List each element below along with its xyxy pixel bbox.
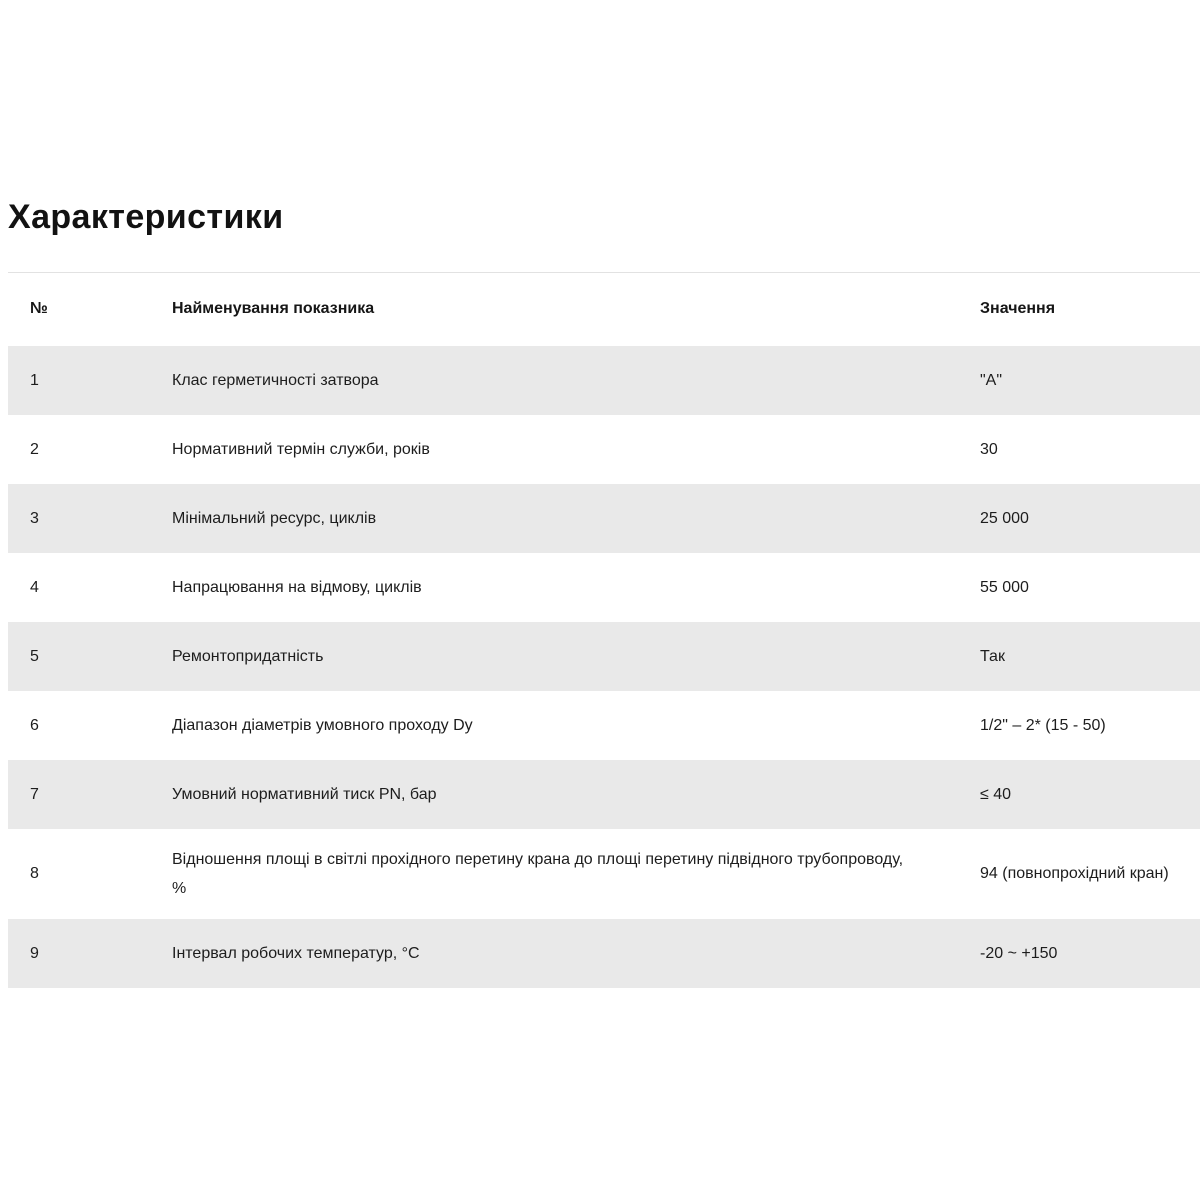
row-value-cell: 55 000 xyxy=(980,578,1029,596)
column-header-value: Значення xyxy=(980,273,1200,346)
row-value-cell: 1/2" – 2* (15 - 50) xyxy=(980,716,1106,734)
column-header-name: Найменування показника xyxy=(172,273,980,346)
row-name-cell: Ремонтопридатність xyxy=(172,647,324,665)
row-value-cell: "А" xyxy=(980,371,1003,389)
row-name-cell: Нормативний термін служби, років xyxy=(172,440,430,458)
characteristics-table xyxy=(8,272,1200,988)
row-name-cell: Клас герметичності затвора xyxy=(172,371,379,389)
row-number-cell: 1 xyxy=(30,371,39,389)
row-name-cell: Напрацювання на відмову, циклів xyxy=(172,578,422,596)
table-row xyxy=(8,829,1200,919)
table-row xyxy=(8,622,1200,691)
row-value-cell: 25 000 xyxy=(980,509,1029,527)
row-name-cell: Інтервал робочих температур, °С xyxy=(172,944,420,962)
row-number-cell: 5 xyxy=(30,647,39,665)
row-name-cell: Умовний нормативний тиск PN, бар xyxy=(172,785,437,803)
table-row xyxy=(8,415,1200,484)
page-title: Характеристики xyxy=(8,198,284,236)
row-value-cell: 94 (повнопрохідний кран) xyxy=(980,865,1169,882)
table-row xyxy=(8,346,1200,415)
row-value-cell: Так xyxy=(980,647,1005,665)
table-row xyxy=(8,484,1200,553)
row-number-cell: 2 xyxy=(30,440,39,458)
row-value-cell: -20 ~ +150 xyxy=(980,944,1058,962)
row-number-cell: 7 xyxy=(30,785,39,803)
row-value-cell: ≤ 40 xyxy=(980,785,1012,803)
table-row xyxy=(8,919,1200,988)
row-name-cell: Мінімальний ресурс, циклів xyxy=(172,509,377,527)
row-number-cell: 3 xyxy=(30,509,39,527)
row-name-cell: Відношення площі в світлі прохідного перетину крана до площі перетину підвідного трубопроводу, % xyxy=(172,850,904,897)
row-number-cell: 6 xyxy=(30,716,39,734)
row-number-cell: 9 xyxy=(30,944,39,962)
table-row xyxy=(8,553,1200,622)
row-number-cell: 4 xyxy=(30,578,39,596)
table-row xyxy=(8,691,1200,760)
column-header-number: № xyxy=(8,273,172,346)
row-name-cell: Діапазон діаметрів умовного проходу Dy xyxy=(172,716,473,734)
row-number-cell: 8 xyxy=(30,865,39,882)
table-row xyxy=(8,760,1200,829)
row-value-cell: 30 xyxy=(980,440,998,458)
characteristics-table-wrap xyxy=(8,272,1200,988)
table-header-row xyxy=(8,273,1200,346)
